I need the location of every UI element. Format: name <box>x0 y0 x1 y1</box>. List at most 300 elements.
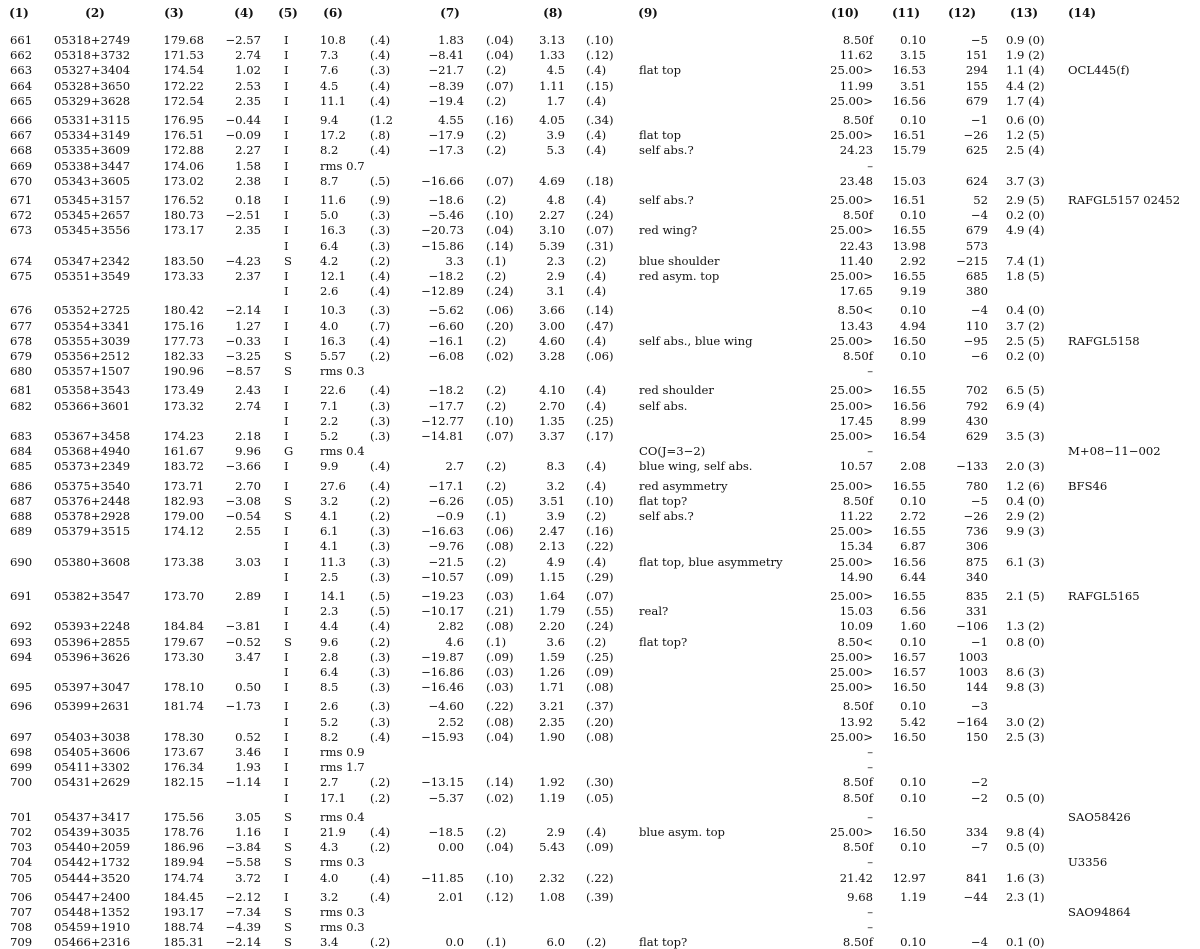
galactic-longitude: 185.31 <box>163 935 204 949</box>
column-8-error: (.18) <box>586 174 614 188</box>
column-6-value: 12.1 <box>320 269 346 283</box>
column-7-value: −16.1 <box>428 334 464 348</box>
column-12-value: 624 <box>965 174 988 188</box>
column-10-value: 25.00> <box>830 383 873 397</box>
column-8-value: 4.60 <box>539 334 565 348</box>
source-name: 05345+3556 <box>54 223 131 237</box>
row-number: 684 <box>10 444 33 458</box>
column-11-value: 16.55 <box>892 589 926 603</box>
column-8-value: 1.79 <box>539 604 565 618</box>
column-8-value: 3.9 <box>546 509 565 523</box>
telescope-code: I <box>284 208 289 222</box>
column-8-error: (.14) <box>586 303 614 317</box>
galactic-latitude: 1.16 <box>235 825 261 839</box>
telescope-code: I <box>284 619 289 633</box>
row-number: 705 <box>10 871 33 885</box>
column-6-value: 4.4 <box>320 619 339 633</box>
source-name: 05403+3038 <box>54 730 131 744</box>
remark: self abs.? <box>639 509 694 523</box>
column-11-value: 0.10 <box>900 791 926 805</box>
column-6-error: (.2) <box>370 775 391 789</box>
galactic-latitude: 3.47 <box>235 650 261 664</box>
galactic-latitude: 3.72 <box>235 871 261 885</box>
column-11-value: 1.60 <box>900 619 926 633</box>
column-8-error: (.15) <box>586 79 614 93</box>
row-number: 678 <box>10 334 33 348</box>
column-13-value: 1.9 (2) <box>1006 48 1045 62</box>
column-12-value: 679 <box>965 94 988 108</box>
galactic-latitude: −5.58 <box>225 855 261 869</box>
column-13-value: 1.2 (5) <box>1006 128 1045 142</box>
column-8-error: (.24) <box>586 619 614 633</box>
column-11-value: 16.50 <box>892 334 926 348</box>
column-8-value: 3.21 <box>539 699 565 713</box>
column-11-value: 16.55 <box>892 269 926 283</box>
row-number: 669 <box>10 159 33 173</box>
telescope-code: S <box>284 509 292 523</box>
column-8-error: (.31) <box>586 239 614 253</box>
row-number: 663 <box>10 63 33 77</box>
column-8-value: 1.15 <box>539 570 565 584</box>
column-6-value: 5.2 <box>320 715 339 729</box>
column-13-value: 4.4 (2) <box>1006 79 1045 93</box>
column-13-value: 1.6 (3) <box>1006 871 1045 885</box>
column-11-value: 0.10 <box>900 775 926 789</box>
column-7-error: (.2) <box>486 128 507 142</box>
column-7-error: (.03) <box>486 680 514 694</box>
column-10-value: 25.00> <box>830 128 873 142</box>
column-12-value: 841 <box>965 871 988 885</box>
source-name: 05367+3458 <box>54 429 131 443</box>
row-number: 679 <box>10 349 33 363</box>
column-12-value: −5 <box>970 494 988 508</box>
source-name: 05444+3520 <box>54 871 131 885</box>
column-6-value: 16.3 <box>320 334 346 348</box>
column-8-error: (.4) <box>586 63 607 77</box>
column-11-value: 3.15 <box>900 48 926 62</box>
column-header: (13) <box>1009 6 1039 20</box>
telescope-code: I <box>284 680 289 694</box>
column-6-error: (.4) <box>370 383 391 397</box>
source-name: 05466+2316 <box>54 935 131 949</box>
column-8-error: (.09) <box>586 840 614 854</box>
source-name: 05334+3149 <box>54 128 131 142</box>
column-7-value: −8.39 <box>428 79 464 93</box>
column-6-error: (.3) <box>370 680 391 694</box>
column-11-value: 16.50 <box>892 680 926 694</box>
column-7-error: (.20) <box>486 319 514 333</box>
galactic-latitude: 1.58 <box>235 159 261 173</box>
column-10-value: – <box>867 364 873 378</box>
galactic-latitude: 2.70 <box>235 479 261 493</box>
column-7-value: −5.62 <box>428 303 464 317</box>
column-7-value: −15.93 <box>421 730 464 744</box>
galactic-longitude: 182.93 <box>163 494 204 508</box>
column-6-value: 11.3 <box>320 555 346 569</box>
column-7-error: (.08) <box>486 715 514 729</box>
column-6-value: 6.4 <box>320 665 339 679</box>
column-6-error: (.3) <box>370 63 391 77</box>
column-7-error: (.2) <box>486 825 507 839</box>
column-11-value: 2.08 <box>900 459 926 473</box>
column-10-value: 11.22 <box>839 509 873 523</box>
column-header: (8) <box>543 6 563 20</box>
column-11-value: 16.56 <box>892 399 926 413</box>
column-6-value: 10.8 <box>320 33 346 47</box>
source-name: 05397+3047 <box>54 680 131 694</box>
column-13-value: 0.4 (0) <box>1006 494 1045 508</box>
column-10-value: 8.50f <box>842 33 873 47</box>
column-6-error: (.4) <box>370 79 391 93</box>
column-11-value: 6.56 <box>900 604 926 618</box>
column-6-value: 7.6 <box>320 63 339 77</box>
source-name: 05378+2928 <box>54 509 131 523</box>
column-8-error: (.4) <box>586 94 607 108</box>
column-13-value: 1.8 (5) <box>1006 269 1045 283</box>
column-12-value: −5 <box>970 33 988 47</box>
column-7-value: −17.1 <box>428 479 464 493</box>
column-7-value: −0.9 <box>435 509 464 523</box>
column-7-value: −20.73 <box>421 223 464 237</box>
galactic-longitude: 177.73 <box>163 334 204 348</box>
column-11-value: 16.54 <box>892 429 926 443</box>
column-6-value: 6.4 <box>320 239 339 253</box>
galactic-longitude: 173.67 <box>163 745 204 759</box>
column-8-value: 2.70 <box>539 399 565 413</box>
column-12-value: 625 <box>965 143 988 157</box>
column-13-value: 8.6 (3) <box>1006 665 1045 679</box>
column-header: (7) <box>440 6 460 20</box>
column-6-value: 7.3 <box>320 48 339 62</box>
column-6-error: (.3) <box>370 429 391 443</box>
galactic-latitude: 2.74 <box>235 399 261 413</box>
column-11-value: 12.97 <box>892 871 926 885</box>
source-name: 05382+3547 <box>54 589 131 603</box>
source-name: 05357+1507 <box>54 364 131 378</box>
column-10-value: 8.50f <box>842 791 873 805</box>
column-6-value: 2.5 <box>320 570 339 584</box>
column-12-value: 875 <box>965 555 988 569</box>
column-6-error: (.3) <box>370 650 391 664</box>
column-6-error: (.4) <box>370 143 391 157</box>
identification: OCL445(f) <box>1068 63 1130 77</box>
column-11-value: 0.10 <box>900 33 926 47</box>
galactic-latitude: 2.37 <box>235 269 261 283</box>
column-6-error: (1.2 <box>370 113 393 127</box>
column-7-error: (.09) <box>486 570 514 584</box>
column-header: (11) <box>891 6 921 20</box>
row-number: 695 <box>10 680 33 694</box>
galactic-latitude: 0.18 <box>235 193 261 207</box>
telescope-code: I <box>284 159 289 173</box>
column-8-value: 4.05 <box>539 113 565 127</box>
column-10-value: 25.00> <box>830 399 873 413</box>
column-12-value: −7 <box>970 840 988 854</box>
column-6-value: rms 0.3 <box>320 905 365 919</box>
telescope-code: I <box>284 604 289 618</box>
column-7-error: (.24) <box>486 284 514 298</box>
column-8-value: 3.6 <box>546 635 565 649</box>
column-6-value: 2.2 <box>320 414 339 428</box>
column-8-value: 2.27 <box>539 208 565 222</box>
column-10-value: 8.50f <box>842 840 873 854</box>
column-8-value: 2.47 <box>539 524 565 538</box>
remark: flat top <box>639 128 682 142</box>
column-6-error: (.3) <box>370 303 391 317</box>
column-7-value: −17.3 <box>428 143 464 157</box>
column-8-error: (.05) <box>586 791 614 805</box>
column-8-error: (.22) <box>586 539 614 553</box>
row-number: 703 <box>10 840 33 854</box>
galactic-latitude: −3.08 <box>225 494 261 508</box>
galactic-longitude: 174.12 <box>163 524 204 538</box>
galactic-longitude: 181.74 <box>163 699 204 713</box>
row-number: 709 <box>10 935 33 949</box>
row-number: 674 <box>10 254 33 268</box>
column-11-value: 16.55 <box>892 223 926 237</box>
row-number: 668 <box>10 143 33 157</box>
column-13-value: 2.9 (5) <box>1006 193 1045 207</box>
column-7-error: (.03) <box>486 665 514 679</box>
column-12-value: 736 <box>965 524 988 538</box>
column-13-value: 0.2 (0) <box>1006 208 1045 222</box>
column-11-value: 0.10 <box>900 113 926 127</box>
column-6-value: 17.2 <box>320 128 346 142</box>
column-11-value: 4.94 <box>900 319 926 333</box>
column-11-value: 15.79 <box>892 143 926 157</box>
column-12-value: 629 <box>965 429 988 443</box>
column-7-error: (.2) <box>486 479 507 493</box>
column-13-value: 1.1 (4) <box>1006 63 1045 77</box>
column-10-value: 25.00> <box>830 680 873 694</box>
galactic-latitude: 1.27 <box>235 319 261 333</box>
galactic-latitude: 3.46 <box>235 745 261 759</box>
column-13-value: 6.5 (5) <box>1006 383 1045 397</box>
column-10-value: 8.50f <box>842 699 873 713</box>
column-7-error: (.07) <box>486 429 514 443</box>
galactic-longitude: 172.22 <box>163 79 204 93</box>
column-8-error: (.09) <box>586 665 614 679</box>
column-12-value: 155 <box>965 79 988 93</box>
row-number: 686 <box>10 479 33 493</box>
column-7-value: −18.2 <box>428 269 464 283</box>
remark: blue shoulder <box>639 254 720 268</box>
row-number: 708 <box>10 920 33 934</box>
column-8-error: (.4) <box>586 193 607 207</box>
column-8-value: 2.9 <box>546 825 565 839</box>
column-6-error: (.3) <box>370 223 391 237</box>
galactic-latitude: −0.44 <box>225 113 261 127</box>
column-12-value: 150 <box>965 730 988 744</box>
column-7-error: (.2) <box>486 143 507 157</box>
galactic-latitude: −4.23 <box>225 254 261 268</box>
column-6-value: 3.4 <box>320 935 339 949</box>
column-7-error: (.2) <box>486 459 507 473</box>
column-8-error: (.2) <box>586 935 607 949</box>
column-6-value: 8.2 <box>320 143 339 157</box>
telescope-code: I <box>284 665 289 679</box>
column-header: (14) <box>1067 6 1097 20</box>
column-header: (6) <box>323 6 343 20</box>
column-11-value: 16.55 <box>892 479 926 493</box>
row-number: 693 <box>10 635 33 649</box>
column-11-value: 16.55 <box>892 383 926 397</box>
galactic-longitude: 174.23 <box>163 429 204 443</box>
remark: flat top? <box>639 494 688 508</box>
column-12-value: 151 <box>965 48 988 62</box>
column-10-value: 8.50< <box>837 303 873 317</box>
column-8-error: (.25) <box>586 650 614 664</box>
column-13-value: 0.8 (0) <box>1006 635 1045 649</box>
row-number: 667 <box>10 128 33 142</box>
column-13-value: 4.9 (4) <box>1006 223 1045 237</box>
telescope-code: I <box>284 113 289 127</box>
column-8-error: (.16) <box>586 524 614 538</box>
column-11-value: 15.03 <box>892 174 926 188</box>
column-6-error: (.2) <box>370 635 391 649</box>
column-10-value: – <box>867 810 873 824</box>
source-name: 05329+3628 <box>54 94 131 108</box>
row-number: 677 <box>10 319 33 333</box>
column-12-value: 792 <box>965 399 988 413</box>
column-6-value: 4.1 <box>320 539 339 553</box>
column-12-value: −6 <box>970 349 988 363</box>
column-8-value: 2.13 <box>539 539 565 553</box>
row-number: 670 <box>10 174 33 188</box>
telescope-code: I <box>284 650 289 664</box>
column-8-value: 2.35 <box>539 715 565 729</box>
column-10-value: – <box>867 745 873 759</box>
column-6-error: (.4) <box>370 94 391 108</box>
column-7-value: 2.7 <box>445 459 464 473</box>
telescope-code: I <box>284 79 289 93</box>
column-10-value: 25.00> <box>830 63 873 77</box>
column-7-value: 4.6 <box>445 635 464 649</box>
column-13-value: 2.9 (2) <box>1006 509 1045 523</box>
column-7-error: (.06) <box>486 303 514 317</box>
column-12-value: −26 <box>963 128 988 142</box>
column-7-value: 4.55 <box>438 113 464 127</box>
remark: self abs.? <box>639 193 694 207</box>
galactic-longitude: 189.94 <box>163 855 204 869</box>
column-6-value: rms 0.3 <box>320 920 365 934</box>
column-12-value: −95 <box>963 334 988 348</box>
column-6-value: 2.7 <box>320 775 339 789</box>
column-12-value: 144 <box>965 680 988 694</box>
column-11-value: 16.56 <box>892 94 926 108</box>
galactic-latitude: −0.33 <box>225 334 261 348</box>
column-8-error: (.07) <box>586 223 614 237</box>
column-10-value: 25.00> <box>830 825 873 839</box>
column-6-value: 2.8 <box>320 650 339 664</box>
column-8-error: (.4) <box>586 399 607 413</box>
column-13-value: 6.9 (4) <box>1006 399 1045 413</box>
remark: blue wing, self abs. <box>639 459 753 473</box>
column-6-error: (.3) <box>370 715 391 729</box>
column-13-value: 3.5 (3) <box>1006 429 1045 443</box>
source-name: 05431+2629 <box>54 775 131 789</box>
galactic-latitude: 3.05 <box>235 810 261 824</box>
column-10-value: 9.68 <box>847 890 873 904</box>
column-10-value: 8.50f <box>842 113 873 127</box>
row-number: 673 <box>10 223 33 237</box>
column-7-value: −16.46 <box>421 680 464 694</box>
column-12-value: 835 <box>965 589 988 603</box>
column-8-error: (.10) <box>586 494 614 508</box>
column-6-error: (.7) <box>370 319 391 333</box>
column-10-value: 22.43 <box>839 239 873 253</box>
column-6-error: (.4) <box>370 33 391 47</box>
row-number: 689 <box>10 524 33 538</box>
column-13-value: 2.5 (4) <box>1006 143 1045 157</box>
source-name: 05358+3543 <box>54 383 131 397</box>
column-10-value: – <box>867 159 873 173</box>
column-11-value: 0.10 <box>900 935 926 949</box>
column-7-value: −19.23 <box>421 589 464 603</box>
column-7-value: −10.57 <box>421 570 464 584</box>
column-8-value: 2.32 <box>539 871 565 885</box>
column-6-error: (.8) <box>370 128 391 142</box>
column-12-value: 294 <box>965 63 988 77</box>
column-6-value: rms 0.4 <box>320 444 365 458</box>
column-6-error: (.4) <box>370 459 391 473</box>
source-name: 05327+3404 <box>54 63 131 77</box>
telescope-code: I <box>284 94 289 108</box>
column-8-error: (.07) <box>586 589 614 603</box>
identification: SAO58426 <box>1068 810 1131 824</box>
column-7-value: −17.7 <box>428 399 464 413</box>
galactic-latitude: 1.02 <box>235 63 261 77</box>
column-8-value: 1.90 <box>539 730 565 744</box>
column-7-error: (.04) <box>486 730 514 744</box>
galactic-longitude: 188.74 <box>163 920 204 934</box>
column-13-value: 2.5 (5) <box>1006 334 1045 348</box>
column-6-value: 7.1 <box>320 399 339 413</box>
column-7-error: (.03) <box>486 589 514 603</box>
source-name: 05439+3035 <box>54 825 131 839</box>
column-13-value: 0.2 (0) <box>1006 349 1045 363</box>
galactic-longitude: 178.30 <box>163 730 204 744</box>
column-header: (4) <box>234 6 254 20</box>
column-12-value: 780 <box>965 479 988 493</box>
column-6-value: 17.1 <box>320 791 346 805</box>
column-8-value: 3.51 <box>539 494 565 508</box>
galactic-longitude: 161.67 <box>163 444 204 458</box>
column-8-error: (.2) <box>586 254 607 268</box>
column-7-value: −13.15 <box>421 775 464 789</box>
column-8-value: 4.69 <box>539 174 565 188</box>
telescope-code: I <box>284 399 289 413</box>
source-name: 05440+2059 <box>54 840 131 854</box>
remark: flat top, blue asymmetry <box>639 555 783 569</box>
column-7-value: −11.85 <box>421 871 464 885</box>
column-10-value: 11.99 <box>839 79 873 93</box>
row-number: 701 <box>10 810 33 824</box>
source-name: 05380+3608 <box>54 555 131 569</box>
telescope-code: I <box>284 459 289 473</box>
galactic-longitude: 173.70 <box>163 589 204 603</box>
column-6-error: (.3) <box>370 699 391 713</box>
source-name: 05437+3417 <box>54 810 131 824</box>
telescope-code: I <box>284 319 289 333</box>
galactic-latitude: 2.74 <box>235 48 261 62</box>
column-7-value: −16.63 <box>421 524 464 538</box>
galactic-longitude: 183.50 <box>163 254 204 268</box>
column-12-value: −1 <box>970 113 988 127</box>
column-8-error: (.4) <box>586 383 607 397</box>
galactic-longitude: 178.10 <box>163 680 204 694</box>
column-6-value: 4.2 <box>320 254 339 268</box>
